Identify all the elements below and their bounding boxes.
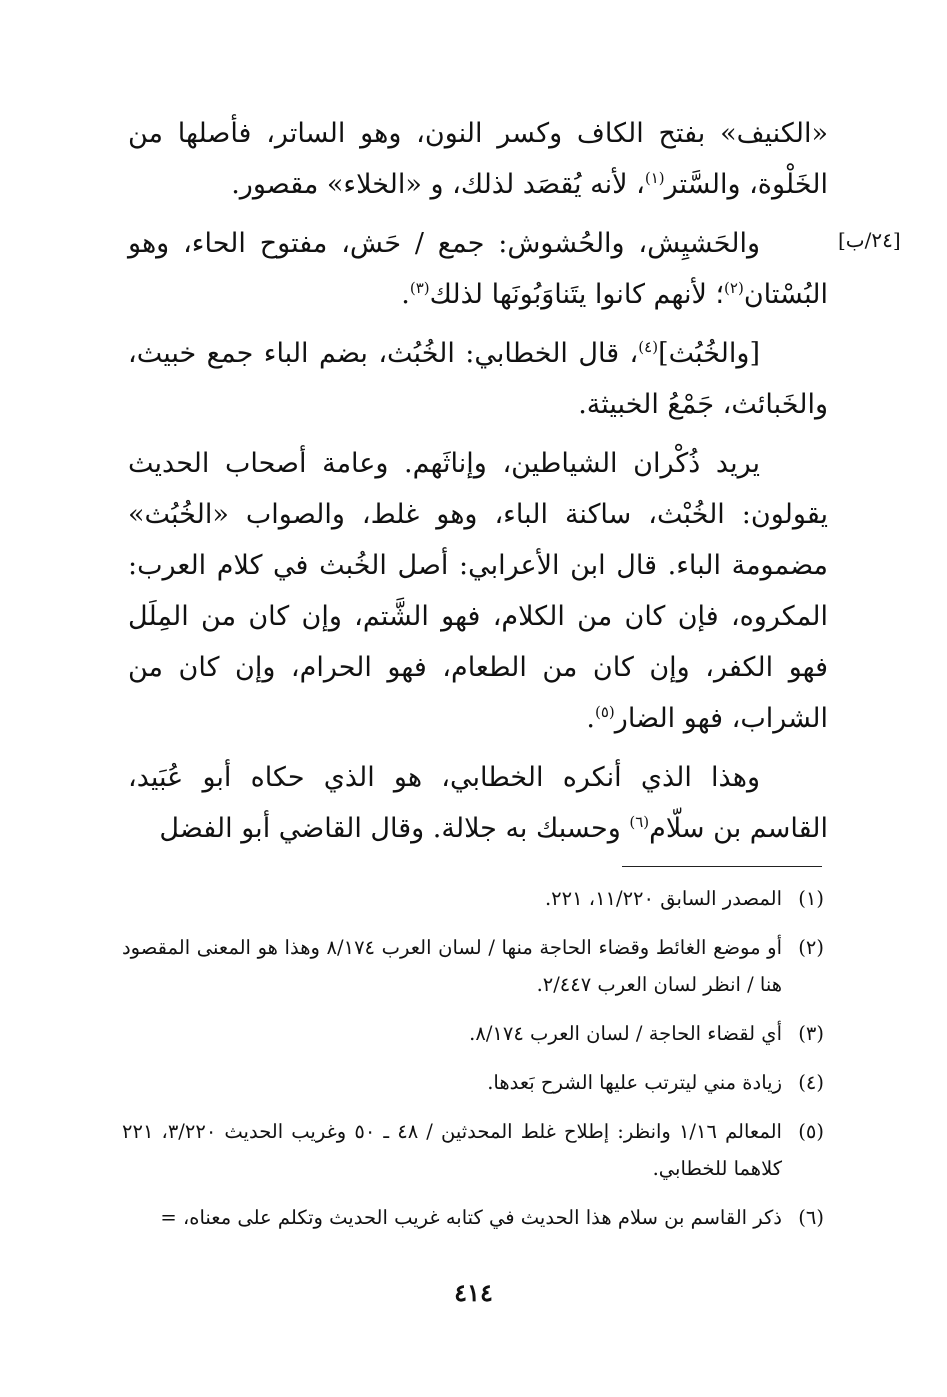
main-text xyxy=(128,108,828,862)
footnote-marker: (٤) xyxy=(638,338,659,356)
footnote-marker: (٥) xyxy=(595,703,615,721)
footnote-marker: (١) xyxy=(644,169,665,187)
footnote xyxy=(122,1064,824,1101)
footnote-number: (٢) xyxy=(798,936,824,959)
footnote-text: أي لقضاء الحاجة / لسان العرب ٨/١٧٤. xyxy=(469,1022,782,1045)
manuscript-folio-reference: [٢٤/ب] xyxy=(838,228,901,252)
footnote-number: (١) xyxy=(798,887,824,910)
paragraph-text: والحَشيِش، والحُشوش: جمع / حَش، مفتوح الحاء، وهو البُسْتان xyxy=(128,228,828,310)
paragraph xyxy=(128,752,828,854)
footnote-text: أو موضع الغائط وقضاء الحاجة منها / لسان العرب ٨/١٧٤ وهذا هو المعنى المقصود هنا / انظر لسان العرب ٢/٤٤٧. xyxy=(122,936,782,996)
paragraph-text: ، لأنه يُقصَد لذلك، و «الخلاء» مقصور. xyxy=(231,169,645,200)
footnote-marker: (٦) xyxy=(629,813,650,831)
footnote-number: (٤) xyxy=(798,1071,824,1094)
footnote xyxy=(122,1015,824,1052)
paragraph-text: ؛ لأنهم كانوا يتَناوَبُونَها لذلك xyxy=(429,279,725,310)
footnote-text: المعالم ١/١٦ وانظر: إطلاح غلط المحدثين / ٤٨ ـ ٥٠ وغريب الحديث ٣/٢٢٠، ٢٢١ كلاهما للخطابي. xyxy=(122,1120,782,1180)
footnote xyxy=(122,929,824,1003)
footnote xyxy=(122,1199,824,1236)
paragraph-text: «الكنيف» بفتح الكاف وكسر النون، وهو الساتر، فأصلها من الخَلْوة، والسَّتر xyxy=(128,118,828,200)
footnote-text: زيادة مني ليترتب عليها الشرح بَعدها. xyxy=(487,1071,782,1094)
footnote-text: ذكر القاسم بن سلام هذا الحديث في كتابه غريب الحديث وتكلم على معناه، = xyxy=(160,1206,782,1229)
footnote-number: (٦) xyxy=(798,1206,824,1229)
paragraph-text: وهذا الذي أنكره الخطابي، هو الذي حكاه أبو عُبَيد، القاسم بن سلّام xyxy=(128,762,828,844)
page-number: ٤١٤ xyxy=(454,1278,493,1307)
footnote-separator xyxy=(622,866,822,867)
paragraph xyxy=(128,218,828,320)
paragraph-text: [والخُبُث] xyxy=(658,338,760,369)
footnote-marker: (٣) xyxy=(409,279,430,297)
paragraph xyxy=(128,108,828,210)
paragraph-text: وحسبك به جلالة. وقال القاضي أبو الفضل xyxy=(159,813,630,844)
footnote-text: المصدر السابق ١١/٢٢٠، ٢٢١. xyxy=(544,887,782,910)
footnote-marker: (٢) xyxy=(724,279,744,297)
paragraph-text: يريد ذُكْران الشياطين، وإناثَهم. وعامة أصحاب الحديث يقولون: الخُبْث، ساكنة الباء، وهو غلط، والصواب «الخُبُث» مضمومة الباء. قال ابن الأعرابي: أصل الخُبث في كلام العرب: المكروه، فإن كان من الكلام، فهو الشَّتم، وإن كان من المِلَل فهو الكفر، وإن كان من الطعام، فهو الحرام، وإن كان من الشراب، فهو الضار xyxy=(128,448,828,734)
paragraph-text: . xyxy=(401,279,410,310)
footnote xyxy=(122,1113,824,1187)
footnote-number: (٣) xyxy=(798,1022,824,1045)
paragraph-text: . xyxy=(586,703,595,734)
paragraph-text: ، قال الخطابي: الخُبُث، بضم الباء جمع خبيث، والخَبائث، جَمْعُ الخبيثة. xyxy=(128,338,828,420)
footnote xyxy=(122,880,824,917)
footnotes-section xyxy=(122,880,824,1248)
paragraph xyxy=(128,438,828,744)
paragraph xyxy=(128,328,828,430)
footnote-number: (٥) xyxy=(798,1120,824,1143)
